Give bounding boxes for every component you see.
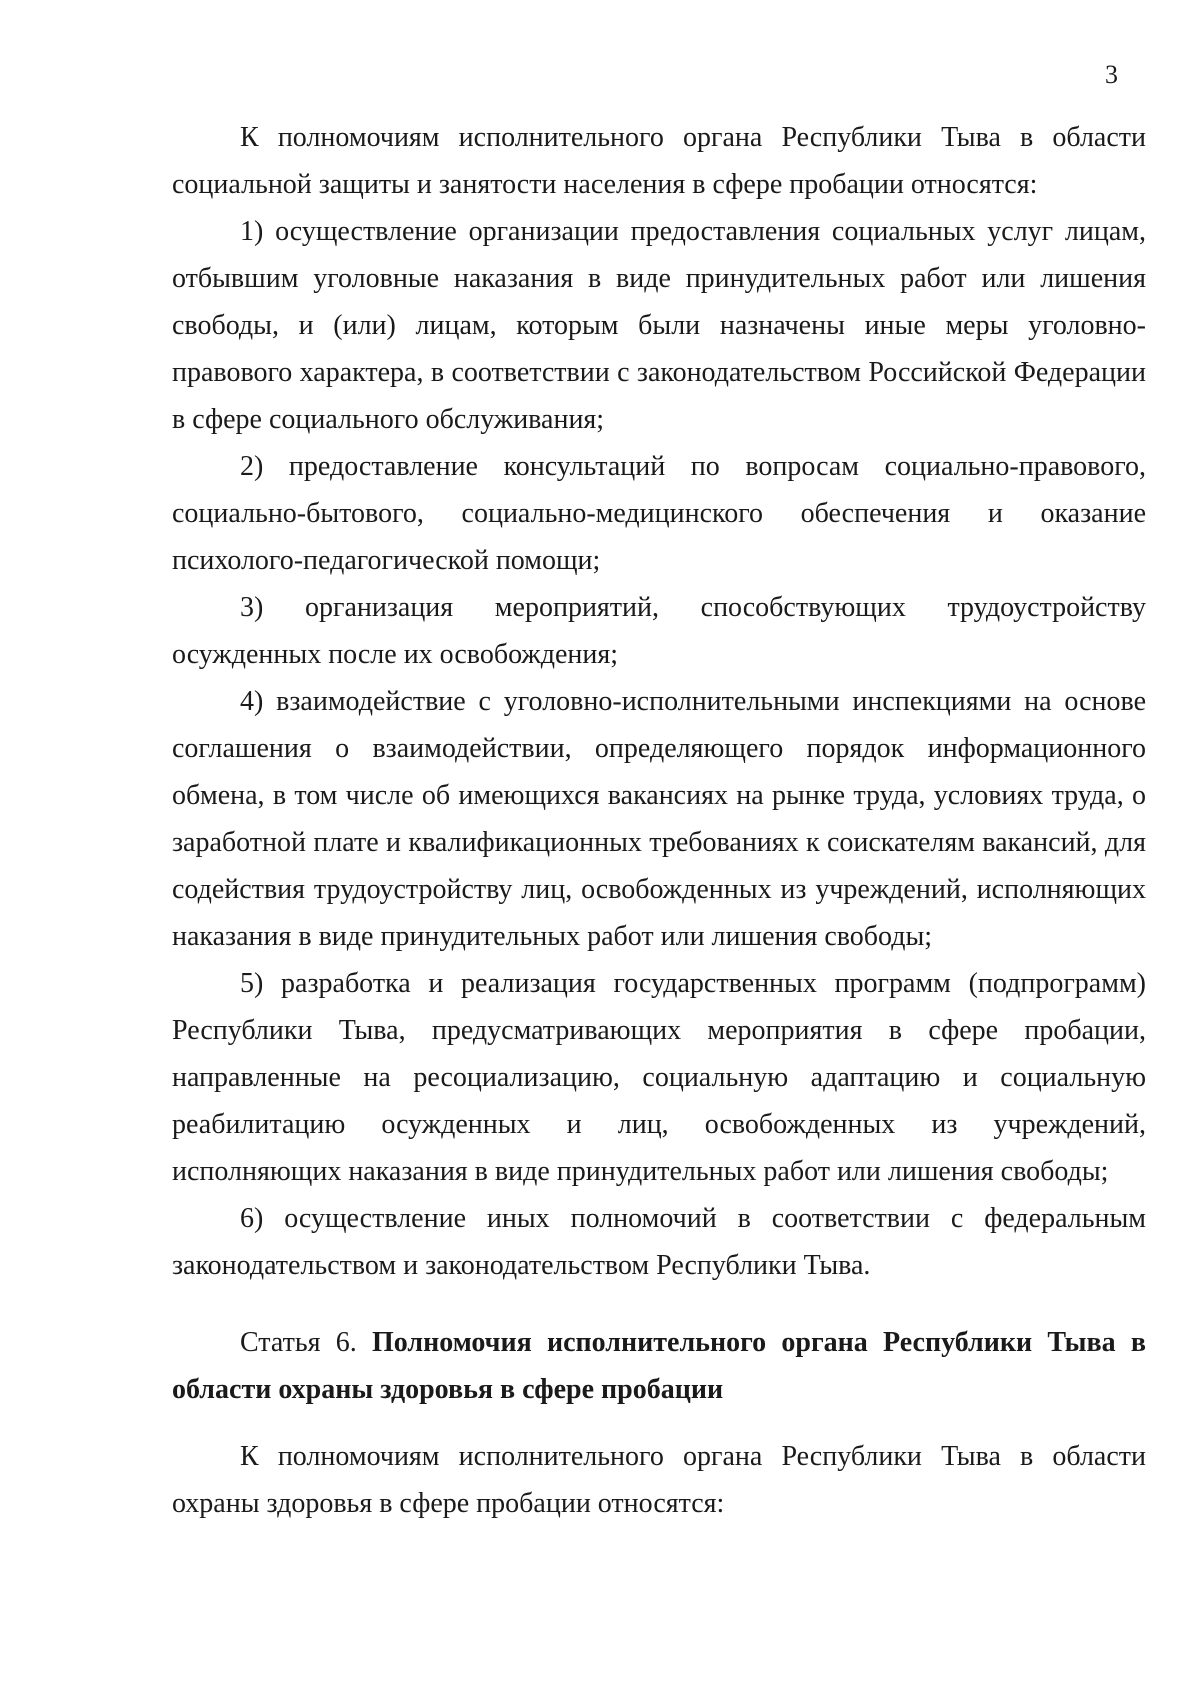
- article-prefix: Статья 6.: [240, 1327, 372, 1358]
- intro-paragraph: К полномочиям исполнительного органа Республики Тыва в области социальной защиты и занятости населения в сфере пробации относятся:: [172, 122, 1146, 200]
- list-item-1: 1) осуществление организации предоставления социальных услуг лицам, отбывшим уголовные наказания в виде принудительных работ или лишения свободы, и (или) лицам, которым были назначены иные меры уголовно-правового характера, в соответствии с законодательством Российской Федерации в сфере социального обслуживания;: [172, 216, 1146, 435]
- article-title: Полномочия исполнительного органа Республики Тыва в области охраны здоровья в сфере пробации: [172, 1327, 1147, 1405]
- page-number: 3: [1105, 60, 1118, 89]
- list-item-5: 5) разработка и реализация государственных программ (подпрограмм) Республики Тыва, предусматривающих мероприятия в сфере пробации, направленные на ресоциализацию, социальную адаптацию и социальную реабилитацию осужденных и лиц, освобожденных из учреждений, исполняющих наказания в виде принудительных работ или лишения свободы;: [172, 968, 1146, 1187]
- article-intro-paragraph: К полномочиям исполнительного органа Республики Тыва в области охраны здоровья в сфере пробации относятся:: [172, 1441, 1146, 1519]
- article-heading: [172, 1319, 1146, 1413]
- document-body: [172, 114, 1146, 1527]
- list-item-6: 6) осуществление иных полномочий в соответствии с федеральным законодательством и законодательством Республики Тыва.: [172, 1203, 1146, 1281]
- list-item-2: 2) предоставление консультаций по вопросам социально-правового, социально-бытового, социально-медицинского обеспечения и оказание психолого-педагогической помощи;: [172, 451, 1146, 576]
- list-item-4: 4) взаимодействие с уголовно-исполнительными инспекциями на основе соглашения о взаимодействии, определяющего порядок информационного обмена, в том числе об имеющихся вакансиях на рынке труда, условиях труда, о заработной плате и квалификационных требованиях к соискателям вакансий, для содействия трудоустройству лиц, освобожденных из учреждений, исполняющих наказания в виде принудительных работ или лишения свободы;: [172, 686, 1146, 952]
- list-item-3: 3) организация мероприятий, способствующих трудоустройству осужденных после их освобождения;: [172, 592, 1146, 670]
